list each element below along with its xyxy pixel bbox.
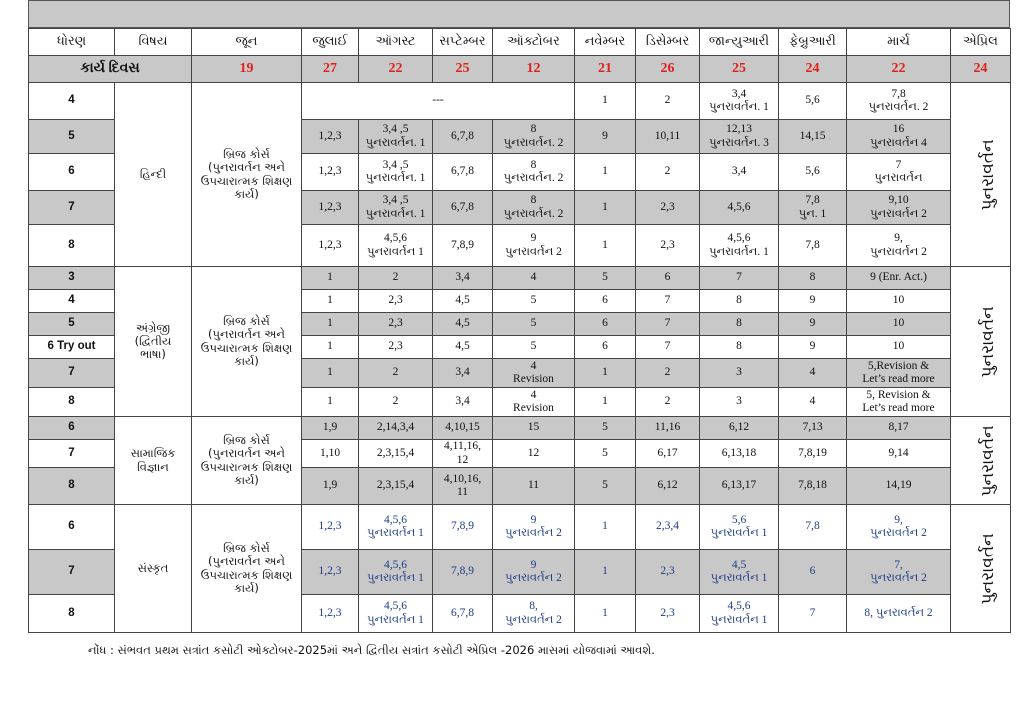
grade-cell: 7 — [29, 550, 115, 595]
data-cell: 9 પુનરાવર્તન 2 — [493, 550, 575, 595]
data-cell: 14,19 — [847, 468, 951, 505]
data-cell: 10,11 — [636, 120, 700, 154]
data-cell: 7 — [636, 290, 700, 313]
data-cell: 2,3,4 — [636, 505, 700, 550]
data-cell: 7,8,9 — [433, 550, 493, 595]
data-cell: 4 Revision — [493, 388, 575, 417]
header-cell: જાન્યુઆરી — [700, 29, 779, 56]
data-cell: 1,2,3 — [302, 191, 359, 225]
working-days-label: કાર્ય દિવસ — [29, 56, 192, 83]
data-cell: 4,5 પુનરાવર્તન 1 — [700, 550, 779, 595]
data-cell: 11 — [493, 468, 575, 505]
data-cell: 7,13 — [779, 417, 847, 440]
grade-cell: 6 — [29, 417, 115, 440]
footnote: નોંધ : સંભવત પ્રથમ સત્રાંત કસોટી ઓક્ટોબર-2025માં અને દ્વિતીય સત્રાંત કસોટી એપ્રિલ -2026 માસમાં યોજવામાં આવશે. — [88, 643, 655, 657]
subject-cell: અંગ્રેજી (દ્વિતીય ભાષા) — [115, 267, 192, 417]
data-cell: 9 — [779, 290, 847, 313]
data-cell: 11,16 — [636, 417, 700, 440]
data-cell: 1 — [575, 191, 636, 225]
data-cell: 7,8,9 — [433, 505, 493, 550]
data-cell: 9 — [779, 336, 847, 359]
working-days-value: 12 — [493, 56, 575, 83]
data-cell: 3 — [700, 388, 779, 417]
bridge-course-cell: બ્રિજ કોર્સ (પુનરાવર્તન અને ઉપચારાત્મક શિક્ષણ કાર્ય) — [192, 417, 302, 505]
data-cell: 4,5 — [433, 336, 493, 359]
grade-cell: 8 — [29, 388, 115, 417]
data-cell: 2,14,3,4 — [359, 417, 433, 440]
data-cell: 8 — [700, 313, 779, 336]
data-cell: 1 — [575, 83, 636, 120]
data-cell: 7,8 પુન. 1 — [779, 191, 847, 225]
data-cell: 2,3 — [359, 313, 433, 336]
data-cell: 5 — [575, 267, 636, 290]
data-cell: 8 — [700, 336, 779, 359]
data-cell: 10 — [847, 313, 951, 336]
data-cell: 4,5,6 પુનરાવર્તન 1 — [700, 595, 779, 633]
data-cell: 9 પુનરાવર્તન 2 — [493, 225, 575, 267]
data-cell: 5 — [493, 313, 575, 336]
bridge-course-cell: બ્રિજ કોર્સ (પુનરાવર્તન અને ઉપચારાત્મક શિક્ષણ કાર્ય) — [192, 267, 302, 417]
data-cell: 9,10 પુનરાવર્તન 2 — [847, 191, 951, 225]
data-cell: 2,3 — [359, 336, 433, 359]
data-cell: 6,17 — [636, 440, 700, 468]
data-cell: 3 — [700, 359, 779, 388]
data-cell: 2 — [359, 267, 433, 290]
data-cell: 2 — [359, 388, 433, 417]
working-days-value: 25 — [700, 56, 779, 83]
data-cell: 15 — [493, 417, 575, 440]
grade-cell: 4 — [29, 290, 115, 313]
data-cell: 2,3 — [636, 595, 700, 633]
data-cell: 4,5,6 પુનરાવર્તન 1 — [359, 505, 433, 550]
revision-label: પુનરાવર્તન — [977, 305, 998, 378]
data-cell: 4,5,6 — [700, 191, 779, 225]
grade-cell: 6 — [29, 505, 115, 550]
data-cell: 6,7,8 — [433, 154, 493, 191]
data-cell: 1,10 — [302, 440, 359, 468]
grade-cell: 5 — [29, 313, 115, 336]
data-cell: 10 — [847, 290, 951, 313]
grade-cell: 7 — [29, 191, 115, 225]
data-cell: 2 — [359, 359, 433, 388]
revision-cell — [951, 83, 1011, 267]
table-row — [29, 417, 1011, 440]
data-cell: 4,10,16, 11 — [433, 468, 493, 505]
data-cell: 1 — [302, 267, 359, 290]
data-cell: 6,12 — [636, 468, 700, 505]
data-cell: 6,7,8 — [433, 120, 493, 154]
data-cell: 1 — [575, 595, 636, 633]
revision-cell — [951, 417, 1011, 505]
data-cell: 1,2,3 — [302, 550, 359, 595]
header-cell: સપ્ટેમ્બર — [433, 29, 493, 56]
data-cell: 7 — [636, 336, 700, 359]
data-cell: 1,9 — [302, 468, 359, 505]
data-cell: 1 — [575, 154, 636, 191]
data-cell: 7,8 — [779, 225, 847, 267]
data-cell: 1 — [575, 505, 636, 550]
header-cell: જુલાઈ — [302, 29, 359, 56]
data-cell: 6,12 — [700, 417, 779, 440]
working-days-value: 25 — [433, 56, 493, 83]
subject-cell: સંસ્કૃત — [115, 505, 192, 633]
data-cell: 1 — [302, 290, 359, 313]
data-cell: 2,3,15,4 — [359, 468, 433, 505]
subject-cell: હિન્દી — [115, 83, 192, 267]
working-days-value: 24 — [779, 56, 847, 83]
data-cell: 5, Revision & Let’s read more — [847, 388, 951, 417]
data-cell: 1 — [302, 336, 359, 359]
data-cell: 3,4 ,5 પુનરાવર્તન. 1 — [359, 191, 433, 225]
data-cell: 7 — [700, 267, 779, 290]
revision-label: પુનરાવર્તન — [977, 532, 998, 605]
data-cell: 9, પુનરાવર્તન 2 — [847, 505, 951, 550]
data-cell: 7,8 — [779, 505, 847, 550]
revision-cell — [951, 267, 1011, 417]
data-cell: 9 — [779, 313, 847, 336]
data-cell: 1 — [302, 388, 359, 417]
header-cell: ધોરણ — [29, 29, 115, 56]
header-cell: માર્ચ — [847, 29, 951, 56]
grade-cell: 7 — [29, 359, 115, 388]
table-row — [29, 505, 1011, 550]
data-cell: 1,2,3 — [302, 120, 359, 154]
data-cell: 5 — [493, 336, 575, 359]
header-cell: નવેમ્બર — [575, 29, 636, 56]
working-days-value: 22 — [359, 56, 433, 83]
data-cell: 9 પુનરાવર્તન 2 — [493, 505, 575, 550]
data-cell: 4,11,16, 12 — [433, 440, 493, 468]
data-cell: 9,14 — [847, 440, 951, 468]
data-cell: 8 પુનરાવર્તન. 2 — [493, 154, 575, 191]
revision-label: પુનરાવર્તન — [977, 138, 998, 211]
data-cell: 5 — [493, 290, 575, 313]
grade-cell: 8 — [29, 595, 115, 633]
header-row — [29, 29, 1011, 56]
bridge-course-cell: બ્રિજ કોર્સ (પુનરાવર્તન અને ઉપચારાત્મક શિક્ષણ કાર્ય) — [192, 505, 302, 633]
grade-cell: 7 — [29, 440, 115, 468]
data-cell: 5 — [575, 468, 636, 505]
data-cell: 6 — [575, 313, 636, 336]
working-days-value: 19 — [192, 56, 302, 83]
syllabus-table — [28, 28, 1011, 633]
header-cell: ઑક્ટોબર — [493, 29, 575, 56]
data-cell: 4,5,6 પુનરાવર્તન 1 — [359, 225, 433, 267]
data-cell: 1,2,3 — [302, 505, 359, 550]
data-cell: 2 — [636, 359, 700, 388]
data-cell: 8, પુનરાવર્તન 2 — [493, 595, 575, 633]
data-cell: 4,5,6 પુનરાવર્તન 1 — [359, 595, 433, 633]
data-cell: 12 — [493, 440, 575, 468]
top-bar — [28, 0, 1010, 28]
data-cell: 8 પુનરાવર્તન. 2 — [493, 120, 575, 154]
data-cell: 1 — [575, 225, 636, 267]
data-cell: 6,7,8 — [433, 595, 493, 633]
data-cell: 6 — [575, 336, 636, 359]
data-cell: 9 — [575, 120, 636, 154]
data-cell: 1 — [575, 550, 636, 595]
data-cell: 2,3,15,4 — [359, 440, 433, 468]
data-cell: 6 — [779, 550, 847, 595]
working-days-value: 26 — [636, 56, 700, 83]
data-cell: 2,3 — [636, 550, 700, 595]
data-cell: 7 — [636, 313, 700, 336]
data-cell: 5,Revision & Let’s read more — [847, 359, 951, 388]
data-cell: 8 — [700, 290, 779, 313]
data-cell: 1 — [575, 388, 636, 417]
data-cell: 12,13 પુનરાવર્તન. 3 — [700, 120, 779, 154]
data-cell: 3,4 — [700, 154, 779, 191]
data-cell: 6 — [575, 290, 636, 313]
data-cell: 1,2,3 — [302, 225, 359, 267]
data-cell: 1,2,3 — [302, 595, 359, 633]
data-cell: 7,8,19 — [779, 440, 847, 468]
table-row — [29, 267, 1011, 290]
data-cell: 7 પુનરાવર્તન — [847, 154, 951, 191]
data-cell: 1,2,3 — [302, 154, 359, 191]
merged-cell: --- — [302, 83, 575, 120]
working-days-value: 24 — [951, 56, 1011, 83]
table-row — [29, 83, 1011, 120]
data-cell: 8, પુનરાવર્તન 2 — [847, 595, 951, 633]
data-cell: 2,3 — [636, 225, 700, 267]
data-cell: 2 — [636, 388, 700, 417]
data-cell: 4 — [779, 388, 847, 417]
data-cell: 4 — [779, 359, 847, 388]
working-days-row — [29, 56, 1011, 83]
data-cell: 7,8 પુનરાવર્તન. 2 — [847, 83, 951, 120]
data-cell: 3,4 — [433, 359, 493, 388]
data-cell: 4 — [493, 267, 575, 290]
header-cell: વિષય — [115, 29, 192, 56]
grade-cell: 8 — [29, 468, 115, 505]
data-cell: 9, પુનરાવર્તન 2 — [847, 225, 951, 267]
data-cell: 9 (Enr. Act.) — [847, 267, 951, 290]
data-cell: 8 — [779, 267, 847, 290]
grade-cell: 5 — [29, 120, 115, 154]
data-cell: 7,8,9 — [433, 225, 493, 267]
data-cell: 5,6 પુનરાવર્તન 1 — [700, 505, 779, 550]
grade-cell: 4 — [29, 83, 115, 120]
data-cell: 8 પુનરાવર્તન. 2 — [493, 191, 575, 225]
header-cell: જૂન — [192, 29, 302, 56]
data-cell: 3,4 પુનરાવર્તન. 1 — [700, 83, 779, 120]
bridge-course-cell: બ્રિજ કોર્સ (પુનરાવર્તન અને ઉપચારાત્મક શિક્ષણ કાર્ય) — [192, 83, 302, 267]
data-cell: 1,9 — [302, 417, 359, 440]
data-cell: 4 Revision — [493, 359, 575, 388]
data-cell: 3,4 — [433, 267, 493, 290]
header-cell: એપ્રિલ — [951, 29, 1011, 56]
header-cell: ડિસેમ્બર — [636, 29, 700, 56]
data-cell: 3,4 ,5 પુનરાવર્તન. 1 — [359, 120, 433, 154]
data-cell: 5 — [575, 440, 636, 468]
data-cell: 4,10,15 — [433, 417, 493, 440]
data-cell: 4,5,6 પુનરાવર્તન. 1 — [700, 225, 779, 267]
data-cell: 16 પુનરાવર્તન 4 — [847, 120, 951, 154]
grade-cell: 3 — [29, 267, 115, 290]
data-cell: 6,13,17 — [700, 468, 779, 505]
revision-label: પુનરાવર્તન — [977, 424, 998, 497]
grade-cell: 8 — [29, 225, 115, 267]
data-cell: 4,5 — [433, 290, 493, 313]
data-cell: 3,4 — [433, 388, 493, 417]
data-cell: 2,3 — [359, 290, 433, 313]
revision-cell — [951, 505, 1011, 633]
data-cell: 1 — [575, 359, 636, 388]
working-days-value: 27 — [302, 56, 359, 83]
data-cell: 2 — [636, 154, 700, 191]
data-cell: 5,6 — [779, 83, 847, 120]
data-cell: 1 — [302, 313, 359, 336]
data-cell: 3,4 ,5 પુનરાવર્તન. 1 — [359, 154, 433, 191]
header-cell: ફેબ્રુઆરી — [779, 29, 847, 56]
working-days-value: 21 — [575, 56, 636, 83]
subject-cell: સામાજિક વિજ્ઞાન — [115, 417, 192, 505]
data-cell: 10 — [847, 336, 951, 359]
data-cell: 14,15 — [779, 120, 847, 154]
data-cell: 5 — [575, 417, 636, 440]
data-cell: 5,6 — [779, 154, 847, 191]
data-cell: 4,5 — [433, 313, 493, 336]
header-cell: ઑગસ્ટ — [359, 29, 433, 56]
data-cell: 7 — [779, 595, 847, 633]
data-cell: 2 — [636, 83, 700, 120]
working-days-value: 22 — [847, 56, 951, 83]
data-cell: 4,5,6 પુનરાવર્તન 1 — [359, 550, 433, 595]
data-cell: 1 — [302, 359, 359, 388]
data-cell: 8,17 — [847, 417, 951, 440]
data-cell: 6 — [636, 267, 700, 290]
grade-cell: 6 Try out — [29, 336, 115, 359]
grade-cell: 6 — [29, 154, 115, 191]
data-cell: 6,7,8 — [433, 191, 493, 225]
data-cell: 2,3 — [636, 191, 700, 225]
data-cell: 7,8,18 — [779, 468, 847, 505]
data-cell: 7, પુનરાવર્તન 2 — [847, 550, 951, 595]
data-cell: 6,13,18 — [700, 440, 779, 468]
